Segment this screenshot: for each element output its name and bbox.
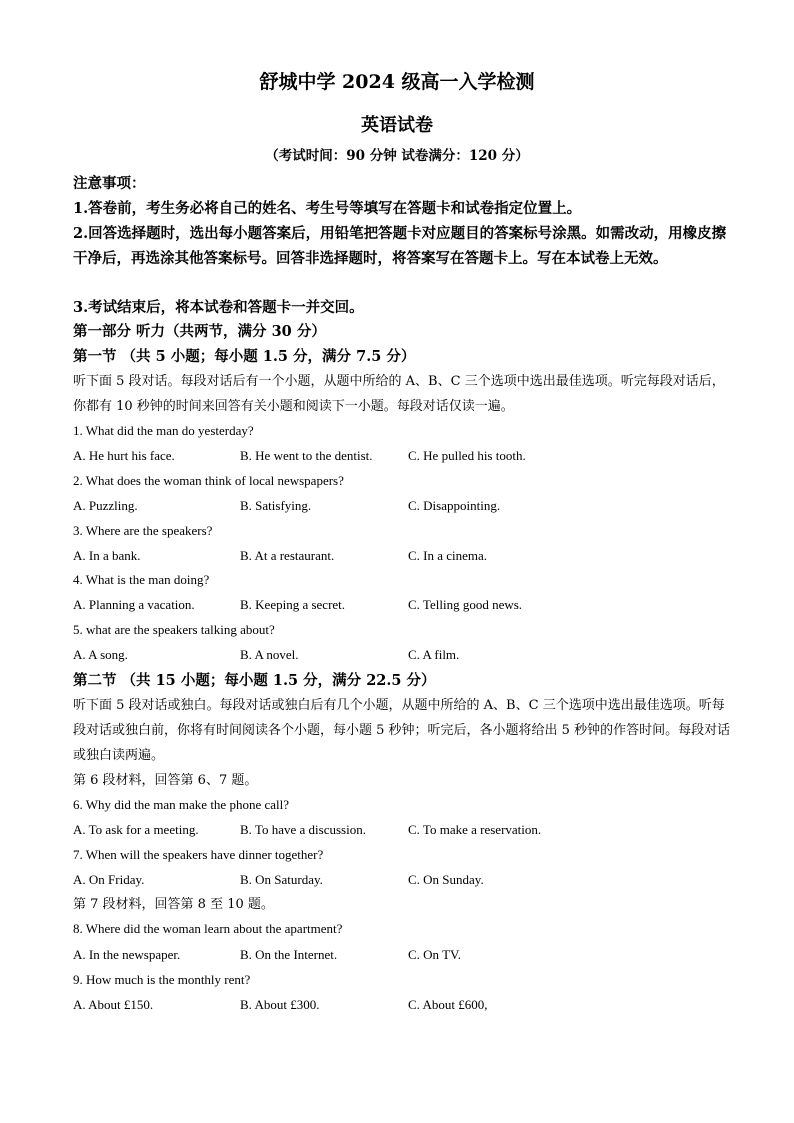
q3-option-c: C. In a cinema. <box>408 548 488 563</box>
section2-heading: 第二节 （共 15 小题；每小题 1.5 分，满分 22.5 分） <box>73 672 436 689</box>
section1-heading: 第一节 （共 5 小题；每小题 1.5 分，满分 7.5 分） <box>73 348 416 365</box>
q4-option-c: C. Telling good news. <box>408 597 523 612</box>
q1-option-b: B. He went to the dentist. <box>240 448 373 463</box>
exam-info: （考试时间：90 分钟 试卷满分：120 分） <box>265 148 529 164</box>
q6-option-a: A. To ask for a meeting. <box>73 822 199 837</box>
q8-option-c: C. On TV. <box>408 947 461 962</box>
q1-option-c: C. He pulled his tooth. <box>408 448 526 463</box>
question-3: 3. Where are the speakers? <box>73 523 213 538</box>
section2-instruction: 听下面 5 段对话或独白。每段对话或独白后有几个小题，从题中所给的 A、B、C 三个选项中选出最佳选项。听每段对话或独白前，你将有时间阅读各个小题，每小题 5 秒钟；听完后，各小题将给出 5 秒钟的作答时间。每段对话或独白读两遍。 <box>73 698 731 763</box>
question-6: 6. Why did the man make the phone call? <box>73 797 289 812</box>
exam-subtitle: 英语试卷 <box>361 115 433 136</box>
q5-option-c: C. A film. <box>408 647 460 662</box>
material-6-note: 第 6 段材料，回答第 6、7 题。 <box>73 773 258 788</box>
q9-option-a: A. About £150. <box>73 997 154 1012</box>
notice-heading: 注意事项： <box>73 175 146 192</box>
question-2: 2. What does the woman think of local newspapers? <box>73 473 344 488</box>
q2-option-b: B. Satisfying. <box>240 498 312 513</box>
q4-option-a: A. Planning a vacation. <box>73 597 195 612</box>
question-9: 9. How much is the monthly rent? <box>73 972 251 987</box>
q4-option-b: B. Keeping a secret. <box>240 597 346 612</box>
q5-option-a: A. A song. <box>73 647 128 662</box>
question-1: 1. What did the man do yesterday? <box>73 423 254 438</box>
q7-option-b: B. On Saturday. <box>240 872 323 887</box>
question-4: 4. What is the man doing? <box>73 572 210 587</box>
part1-heading: 第一部分 听力（共两节，满分 30 分） <box>73 323 326 340</box>
q9-option-c: C. About £600, <box>408 997 488 1012</box>
q5-option-b: B. A novel. <box>240 647 299 662</box>
q7-option-a: A. On Friday. <box>73 872 145 887</box>
notice-item-2: 2.回答选择题时，选出每小题答案后，用铅笔把答题卡对应题目的答案标号涂黑。如需改动，用橡皮擦干净后，再选涂其他答案标号。回答非选择题时，将答案写在答题卡上。写在本试卷上无效。 <box>73 225 727 267</box>
material-7-note: 第 7 段材料，回答第 8 至 10 题。 <box>73 897 274 912</box>
section1-instruction: 听下面 5 段对话。每段对话后有一个小题，从题中所给的 A、B、C 三个选项中选出最佳选项。听完每段对话后，你都有 10 秒钟的时间来回答有关小题和阅读下一小题。每段对话仅读一遍。 <box>73 374 725 414</box>
notice-item-1: 1.答卷前，考生务必将自己的姓名、考生号等填写在答题卡和试卷指定位置上。 <box>73 200 582 217</box>
q1-option-a: A. He hurt his face. <box>73 448 175 463</box>
q2-option-a: A. Puzzling. <box>73 498 138 513</box>
q2-option-c: C. Disappointing. <box>408 498 501 513</box>
exam-title: 舒城中学 2024 级高一入学检测 <box>259 71 535 93</box>
q8-option-b: B. On the Internet. <box>240 947 338 962</box>
notice-item-3: 3.考试结束后，将本试卷和答题卡一并交回。 <box>73 299 364 316</box>
q3-option-b: B. At a restaurant. <box>240 548 335 563</box>
question-5: 5. what are the speakers talking about? <box>73 622 275 637</box>
q3-option-a: A. In a bank. <box>73 548 141 563</box>
q8-option-a: A. In the newspaper. <box>73 947 181 962</box>
q7-option-c: C. On Sunday. <box>408 872 484 887</box>
question-8: 8. Where did the woman learn about the apartment? <box>73 921 343 936</box>
q9-option-b: B. About £300. <box>240 997 320 1012</box>
question-7: 7. When will the speakers have dinner together? <box>73 847 324 862</box>
q6-option-b: B. To have a discussion. <box>240 822 366 837</box>
q6-option-c: C. To make a reservation. <box>408 822 542 837</box>
